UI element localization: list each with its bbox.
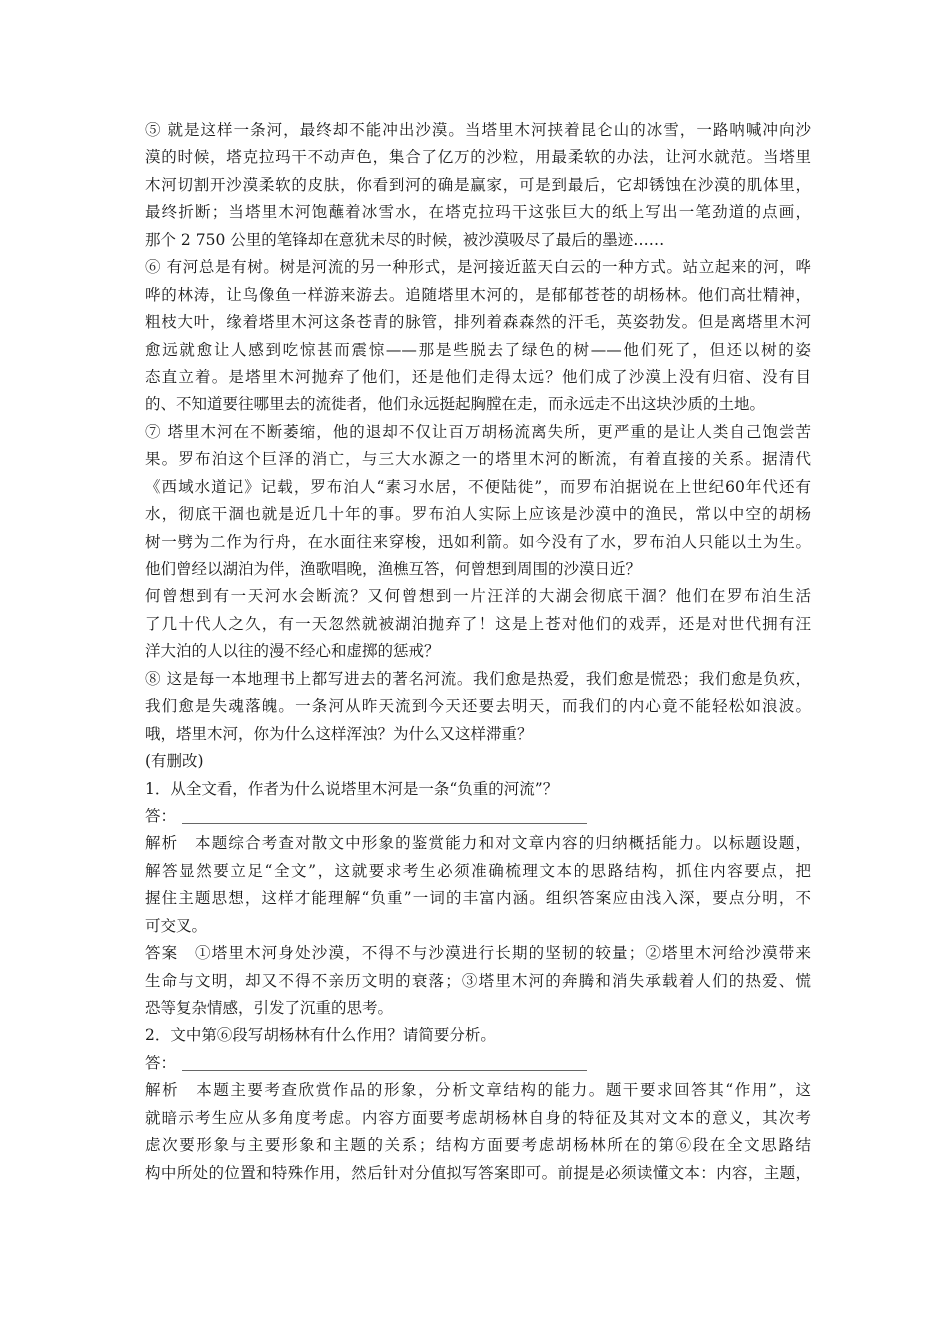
- paragraph-q1-answer-line: [145, 803, 811, 830]
- text-line: 解析 本题综合考查对散文中形象的鉴赏能力和对文章内容的归纳概括能力。以标题设题，: [145, 834, 811, 853]
- answer-line: [145, 1050, 811, 1077]
- text-line: 1．从全文看，作者为什么说塔里木河是一条“负重的河流”？: [145, 779, 559, 798]
- answer-blank-line[interactable]: [182, 1052, 587, 1071]
- text-line: 《西域水道记》记载，罗布泊人“素习水居，不便陆徙”，而罗布泊据说在上世纪60年代还有: [145, 477, 811, 496]
- text-line: 粗枝大叶，缘着塔里木河这条苍青的脉管，排列着森森然的汗毛，英姿勃发。但是离塔里木河: [145, 313, 811, 332]
- paragraph-q2-answer-line: [145, 1050, 811, 1077]
- text-line: 态直立着。是塔里木河抛弃了他们，还是他们走得太远？他们成了沙漠上没有归宿、没有目: [145, 367, 811, 386]
- text-line: 可交叉。: [145, 916, 208, 935]
- text-line: 解答显然要立足“全文”，这就要求考生必须准确梳理文本的思路结构，抓住内容要点，把: [145, 861, 811, 880]
- text-line: 他们曾经以湖泊为伴，渔歌唱晚，渔樵互答，何曾想到周围的沙漠日近？: [145, 560, 642, 578]
- text-line: 木河切割开沙漠柔软的皮肤，你看到河的确是赢家，可是到最后，它却锈蚀在沙漠的肌体里，: [145, 175, 811, 194]
- paragraph-q1-key: [145, 940, 811, 1022]
- text-line: 哦，塔里木河，你为什么这样浑浊？为什么又这样滞重？: [145, 724, 533, 743]
- text-line: 恐等复杂情感，引发了沉重的思考。: [145, 999, 394, 1017]
- text-line: 的、不知道要往哪里去的流徙者，他们永远挺起胸膛在走，而永远走不出这块沙质的土地。: [145, 395, 766, 414]
- paragraph-p5: [145, 117, 811, 254]
- text-line: (有删改): [145, 752, 204, 771]
- text-line: 了几十代人之久，有一天忽然就被湖泊抛弃了！这是上苍对他们的戏弄，还是对世代拥有汪: [145, 614, 811, 633]
- text-line: ⑤ 就是这样一条河，最终却不能冲出沙漠。当塔里木河挟着昆仑山的冰雪，一路呐喊冲向沙: [145, 121, 811, 139]
- text-line: 何曾想到有一天河水会断流？又何曾想到一片汪洋的大湖会彻底干涸？他们在罗布泊生活: [145, 587, 811, 606]
- answer-blank-line[interactable]: [182, 805, 587, 824]
- paragraph-p7: [145, 419, 811, 584]
- paragraph-note: [145, 748, 811, 775]
- text-line: 2．文中第⑥段写胡杨林有什么作用？请简要分析。: [145, 1026, 496, 1045]
- paragraph-p6: [145, 254, 811, 419]
- paragraph-q2: [145, 1022, 811, 1049]
- text-line: 哗的林涛，让鸟像鱼一样游来游去。追随塔里木河的，是郁郁苍苍的胡杨林。他们高壮精神，: [145, 285, 811, 304]
- text-line: 虑次要形象与主要形象和主题的关系；结构方面要考虑胡杨林所在的第⑥段在全文思路结: [145, 1136, 811, 1155]
- paragraph-q2-analysis: [145, 1077, 811, 1187]
- text-line: 构中所处的位置和特殊作用，然后针对分值拟写答案即可。前提是必须读懂文本：内容，主题，: [145, 1163, 811, 1182]
- document-page: [145, 117, 811, 1187]
- text-line: ⑧ 这是每一本地理书上都写进去的著名河流。我们愈是热爱，我们愈是慌恐；我们愈是负疚，: [145, 669, 811, 688]
- text-line: 解析 本题主要考查欣赏作品的形象，分析文章结构的能力。题干要求回答其“作用”，这: [145, 1081, 811, 1100]
- text-line: 树一劈为二作为行舟，在水面往来穿梭，迅如利箭。如今没有了水，罗布泊人只能以土为生。: [145, 532, 811, 551]
- text-line: 生命与文明，却又不得不亲历文明的衰落；③塔里木河的奔腾和消失承载着人们的热爱、慌: [145, 971, 811, 990]
- text-line: 洋大泊的人以往的漫不经心和虚掷的惩戒？: [145, 642, 440, 661]
- text-line: 答案 ①塔里木河身处沙漠，不得不与沙漠进行长期的坚韧的较量；②塔里木河给沙漠带来: [145, 944, 811, 963]
- text-line: 水，彻底干涸也就是近几十年的事。罗布泊人实际上应该是沙漠中的渔民，常以中空的胡杨: [145, 505, 811, 524]
- paragraph-p7b: [145, 583, 811, 665]
- answer-line: [145, 803, 811, 830]
- text-line: 愈远就愈让人感到吃惊甚而震惊——那是些脱去了绿色的树——他们死了，但还以树的姿: [145, 340, 811, 359]
- text-line: 就暗示考生应从多角度考虑。内容方面要考虑胡杨林自身的特征及其对文本的意义，其次考: [145, 1108, 811, 1127]
- text-line: 果。罗布泊这个巨泽的消亡，与三大水源之一的塔里木河的断流，有着直接的关系。据清代: [145, 450, 811, 469]
- text-line: 我们愈是失魂落魄。一条河从昨天流到今天还要去明天，而我们的内心竟不能轻松如浪波。: [145, 697, 811, 716]
- text-line: 漠的时候，塔克拉玛干不动声色，集合了亿万的沙粒，用最柔软的办法，让河水就范。当塔里: [145, 148, 811, 167]
- text-line: 那个 2 750 公里的笔锋却在意犹未尽的时候，被沙漠吸尽了最后的墨迹……: [145, 230, 665, 249]
- answer-label: 答：: [145, 1053, 177, 1072]
- text-line: ⑥ 有河总是有树。树是河流的另一种形式，是河接近蓝天白云的一种方式。站立起来的河，哗: [145, 258, 811, 277]
- paragraph-q1-analysis: [145, 830, 811, 940]
- paragraph-p8: [145, 666, 811, 748]
- answer-label: 答：: [145, 806, 177, 825]
- text-line: 最终折断；当塔里木河饱蘸着冰雪水，在塔克拉玛干这张巨大的纸上写出一笔劲道的点画，: [145, 203, 811, 222]
- text-line: 握住主题思想，这样才能理解“负重”一词的丰富内涵。组织答案应由浅入深，要点分明，不: [145, 889, 811, 908]
- text-line: ⑦ 塔里木河在不断萎缩，他的退却不仅让百万胡杨流离失所，更严重的是让人类自己饱尝苦: [145, 422, 811, 441]
- paragraph-q1: [145, 776, 811, 803]
